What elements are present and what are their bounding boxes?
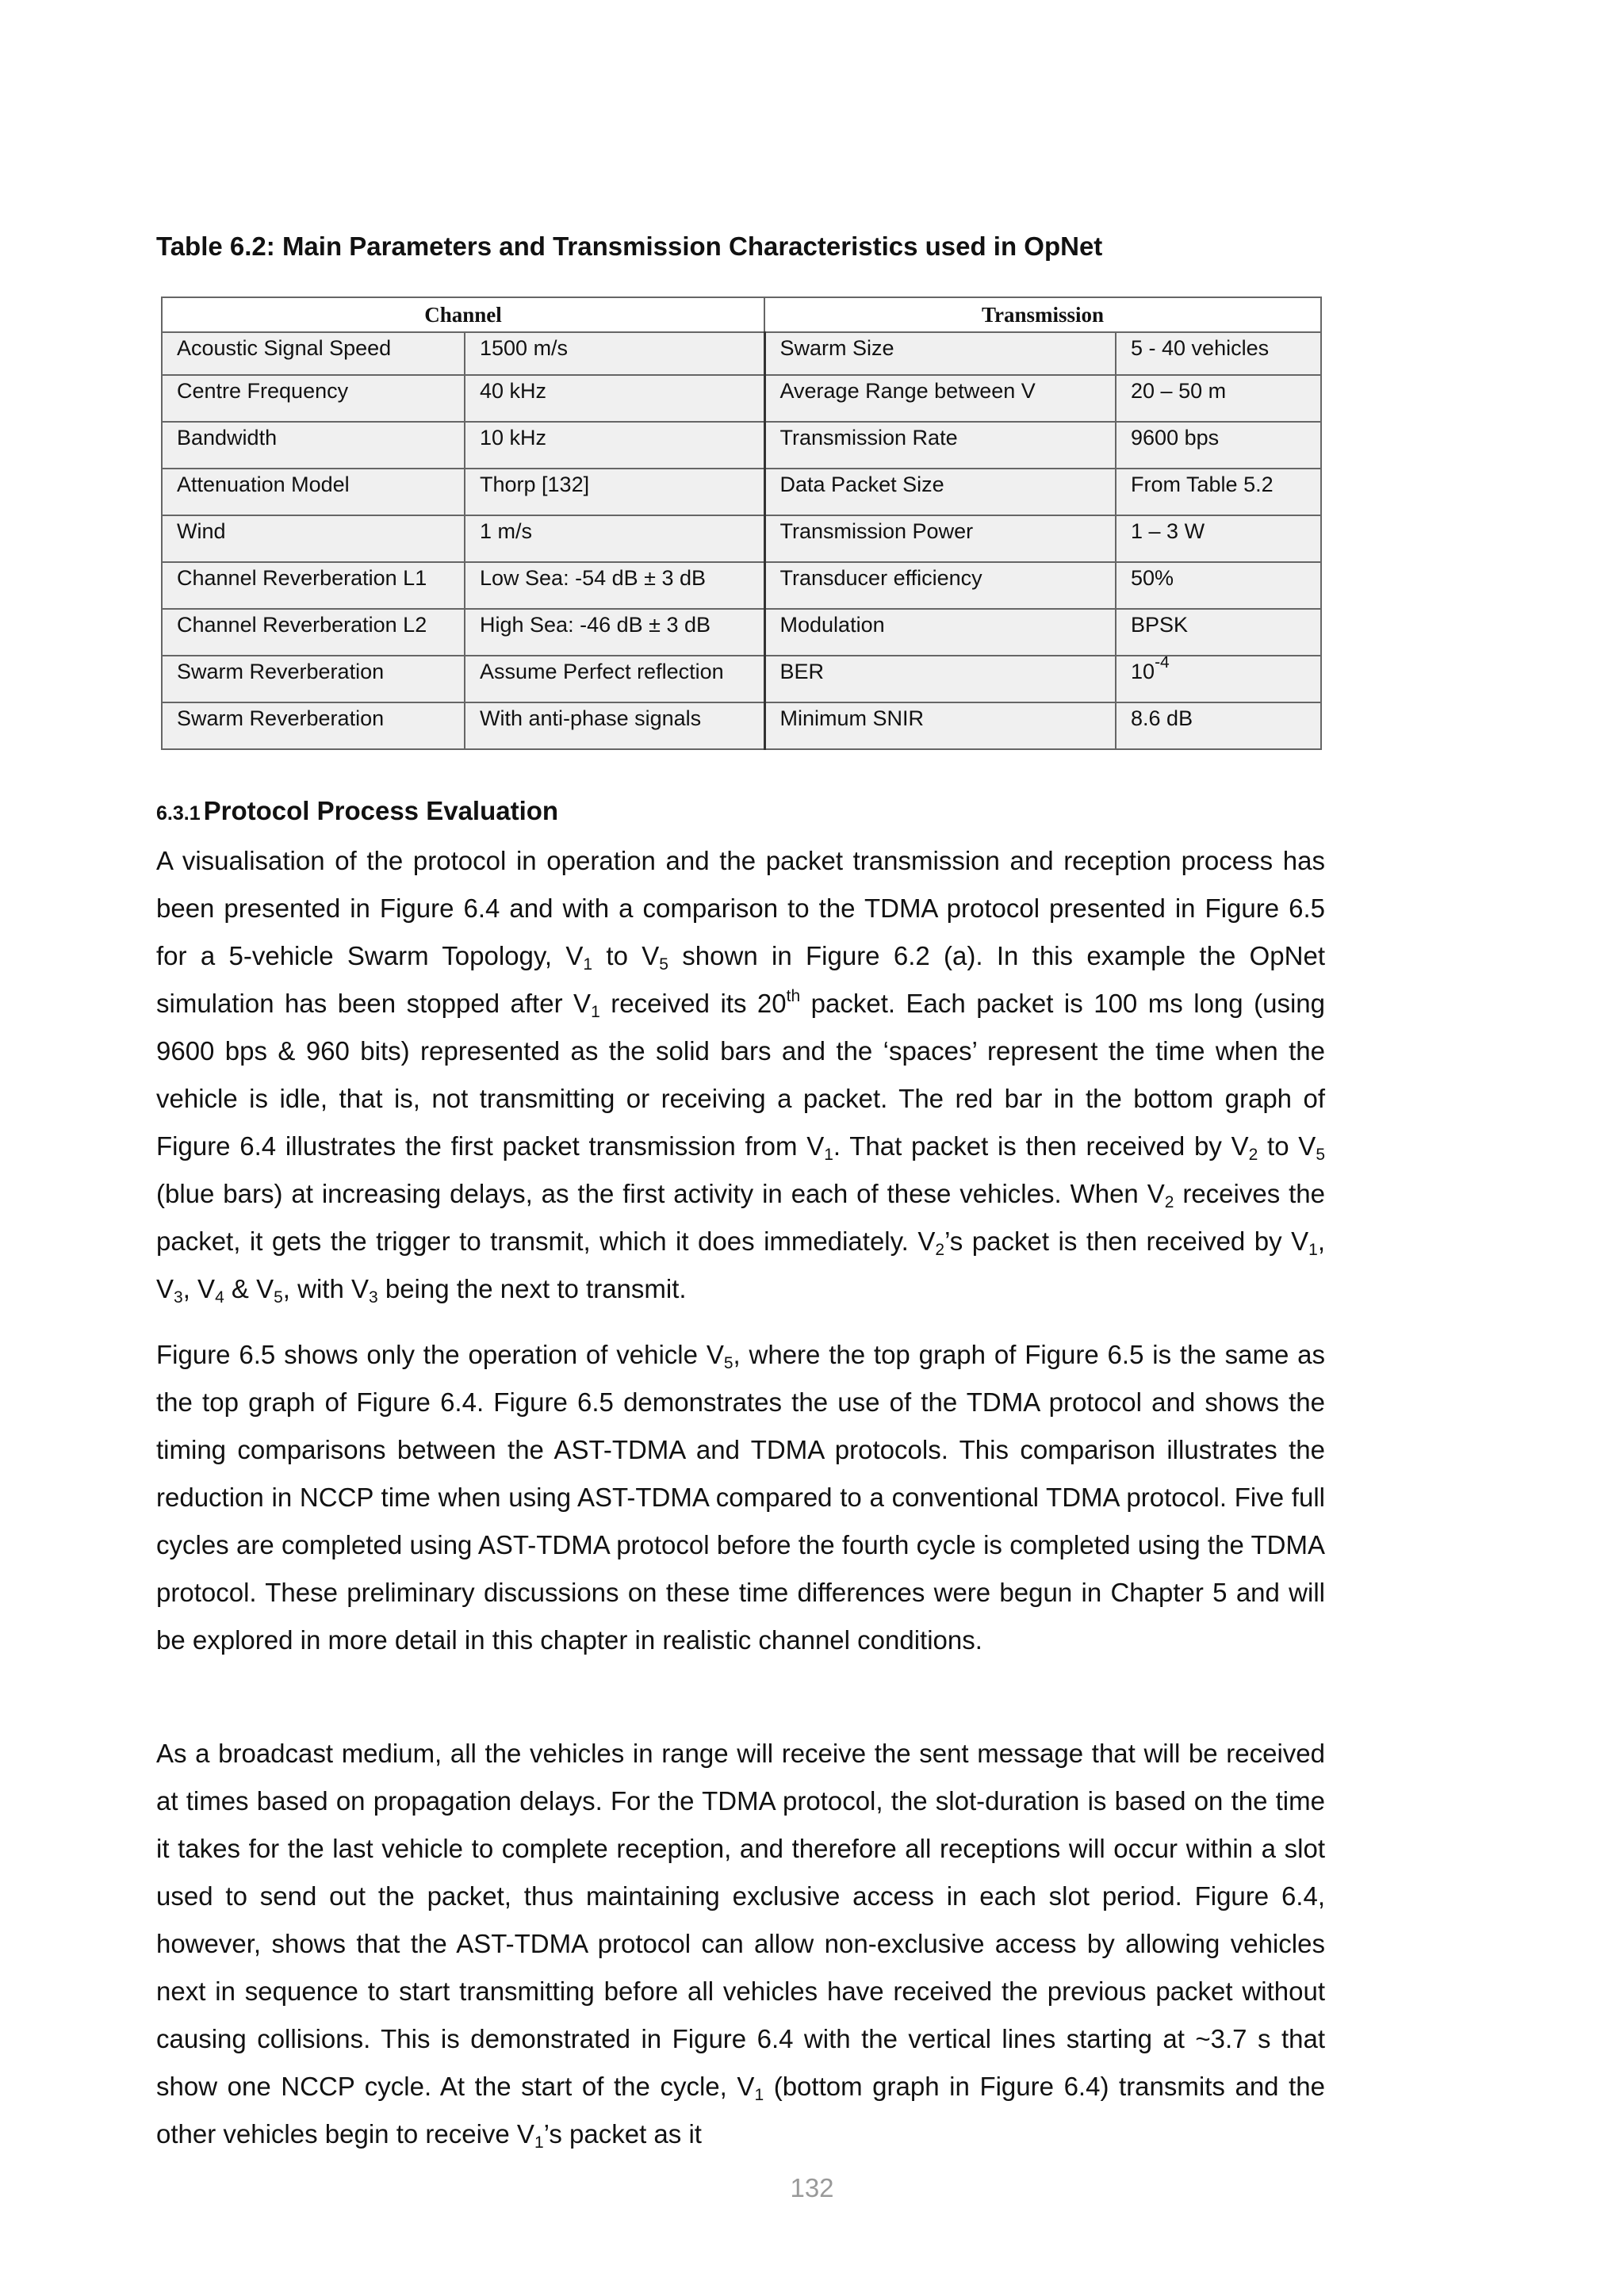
table-cell: Low Sea: -54 dB ± 3 dB	[465, 562, 764, 609]
table-cell: Assume Perfect reflection	[465, 656, 764, 702]
table-row	[162, 375, 1321, 422]
table-cell: Swarm Reverberation	[162, 702, 465, 749]
table-cell: Wind	[162, 515, 465, 562]
table-cell: Transmission Rate	[764, 422, 1116, 469]
table-caption: Table 6.2: Main Parameters and Transmission Characteristics used in OpNet	[156, 232, 1103, 261]
table-cell: 10 kHz	[465, 422, 764, 469]
table-cell: 8.6 dB	[1116, 702, 1321, 749]
ber-exponent: -4	[1155, 656, 1170, 672]
table-row	[162, 332, 1321, 375]
table-row	[162, 469, 1321, 515]
parameters-table	[161, 297, 1322, 750]
table-cell: 50%	[1116, 562, 1321, 609]
table-cell: Minimum SNIR	[764, 702, 1116, 749]
table-cell: Channel Reverberation L1	[162, 562, 465, 609]
table-cell: 1 – 3 W	[1116, 515, 1321, 562]
table-cell: With anti-phase signals	[465, 702, 764, 749]
table-cell: Channel Reverberation L2	[162, 609, 465, 656]
table-row	[162, 702, 1321, 749]
section-number: 6.3.1	[156, 802, 201, 825]
section-heading	[156, 796, 558, 826]
table-row	[162, 656, 1321, 702]
page-number: 132	[790, 2173, 834, 2202]
table-cell: Transmission Power	[764, 515, 1116, 562]
table-cell: Thorp [132]	[465, 469, 764, 515]
body-paragraph-1: A visualisation of the protocol in operation and the packet transmission and reception process has been presented in Figure 6.4 and with a comparison to the TDMA protocol presented in Figure 6.5 for a 5-vehicle Swarm Topology, $V_1$ to $V_5$ shown in Figure 6.2 (a). In this example the OpNet simulation has been stopped after $V_1$ received its 20th packet. Each packet is 100 ms long (using 9600 bps & 960 bits) represented as the solid bars and the ‘spaces’ represent the time when the vehicle is idle, that is, not transmitting or receiving a packet. The red bar in the bottom graph of Figure 6.4 illustrates the first packet transmission from $V_1$. That packet is then received by $V_2$ to $V_5$ (blue bars) at increasing delays, as the first activity in each of these vehicles. When $V_2$ receives the packet, it gets the trigger to transmit, which it does immediately. $V_2’s$ packet is then received by $V_1$, $V_3$, $V_4$ & $V_5$, with $V_3$ being the next to transmit.	[156, 846, 1326, 1307]
table-cell: Modulation	[764, 609, 1116, 656]
table-row	[162, 515, 1321, 562]
table-cell: Swarm Reverberation	[162, 656, 465, 702]
table-cell: Transducer efficiency	[764, 562, 1116, 609]
table-header-transmission: Transmission	[764, 297, 1321, 332]
table-cell: Average Range between V	[764, 375, 1116, 422]
table-cell: 20 – 50 m	[1116, 375, 1321, 422]
table-cell: 1 m/s	[465, 515, 764, 562]
table-cell: High Sea: -46 dB ± 3 dB	[465, 609, 764, 656]
body-paragraph-3: As a broadcast medium, all the vehicles in range will receive the sent message that will be received at times based on propagation delays. For the TDMA protocol, the slot-duration is based on the time it takes for the last vehicle to complete reception, and therefore all receptions will occur within a slot used to send out the packet, thus maintaining exclusive access in each slot period. Figure 6.4, however, shows that the AST-TDMA protocol can allow non-exclusive access by allowing vehicles next in sequence to start transmitting before all vehicles have received the previous packet without causing collisions. This is demonstrated in Figure 6.4 with the vertical lines starting at ~3.7 s that show one NCCP cycle. At the start of the cycle, $V_1$ (bottom graph in Figure 6.4) transmits and the other vehicles begin to receive $V_1’s$ packet as it	[156, 1739, 1325, 2152]
table-cell: Bandwidth	[162, 422, 465, 469]
table-cell: Attenuation Model	[162, 469, 465, 515]
table-cell: 40 kHz	[465, 375, 764, 422]
table-row	[162, 609, 1321, 656]
table-cell-ber	[1116, 656, 1321, 702]
table-cell: Centre Frequency	[162, 375, 465, 422]
table-row	[162, 422, 1321, 469]
table-header-channel: Channel	[162, 297, 764, 332]
ber-base: 10	[1131, 660, 1155, 683]
table-cell: 9600 bps	[1116, 422, 1321, 469]
table-cell: 5 - 40 vehicles	[1116, 332, 1321, 375]
table-row	[162, 562, 1321, 609]
section-title: Protocol Process Evaluation	[203, 796, 559, 825]
table-cell: 1500 m/s	[465, 332, 764, 375]
body-paragraph-2: Figure 6.5 shows only the operation of vehicle $V_5$, where the top graph of Figure 6.5 is the same as the top graph of Figure 6.4. Figure 6.5 demonstrates the use of the TDMA protocol and shows the timing comparisons between the AST-TDMA and TDMA protocols. This comparison illustrates the reduction in NCCP time when using AST-TDMA compared to a conventional TDMA protocol. Five full cycles are completed using AST-TDMA protocol before the fourth cycle is completed using the TDMA protocol. These preliminary discussions on these time differences were begun in Chapter 5 and will be explored in more detail in this chapter in realistic channel conditions.	[156, 1340, 1325, 1655]
table-cell: BER	[764, 656, 1116, 702]
table-cell: BPSK	[1116, 609, 1321, 656]
table-cell: From Table 5.2	[1116, 469, 1321, 515]
table-cell: Data Packet Size	[764, 469, 1116, 515]
table-cell: Acoustic Signal Speed	[162, 332, 465, 375]
table-cell: Swarm Size	[764, 332, 1116, 375]
